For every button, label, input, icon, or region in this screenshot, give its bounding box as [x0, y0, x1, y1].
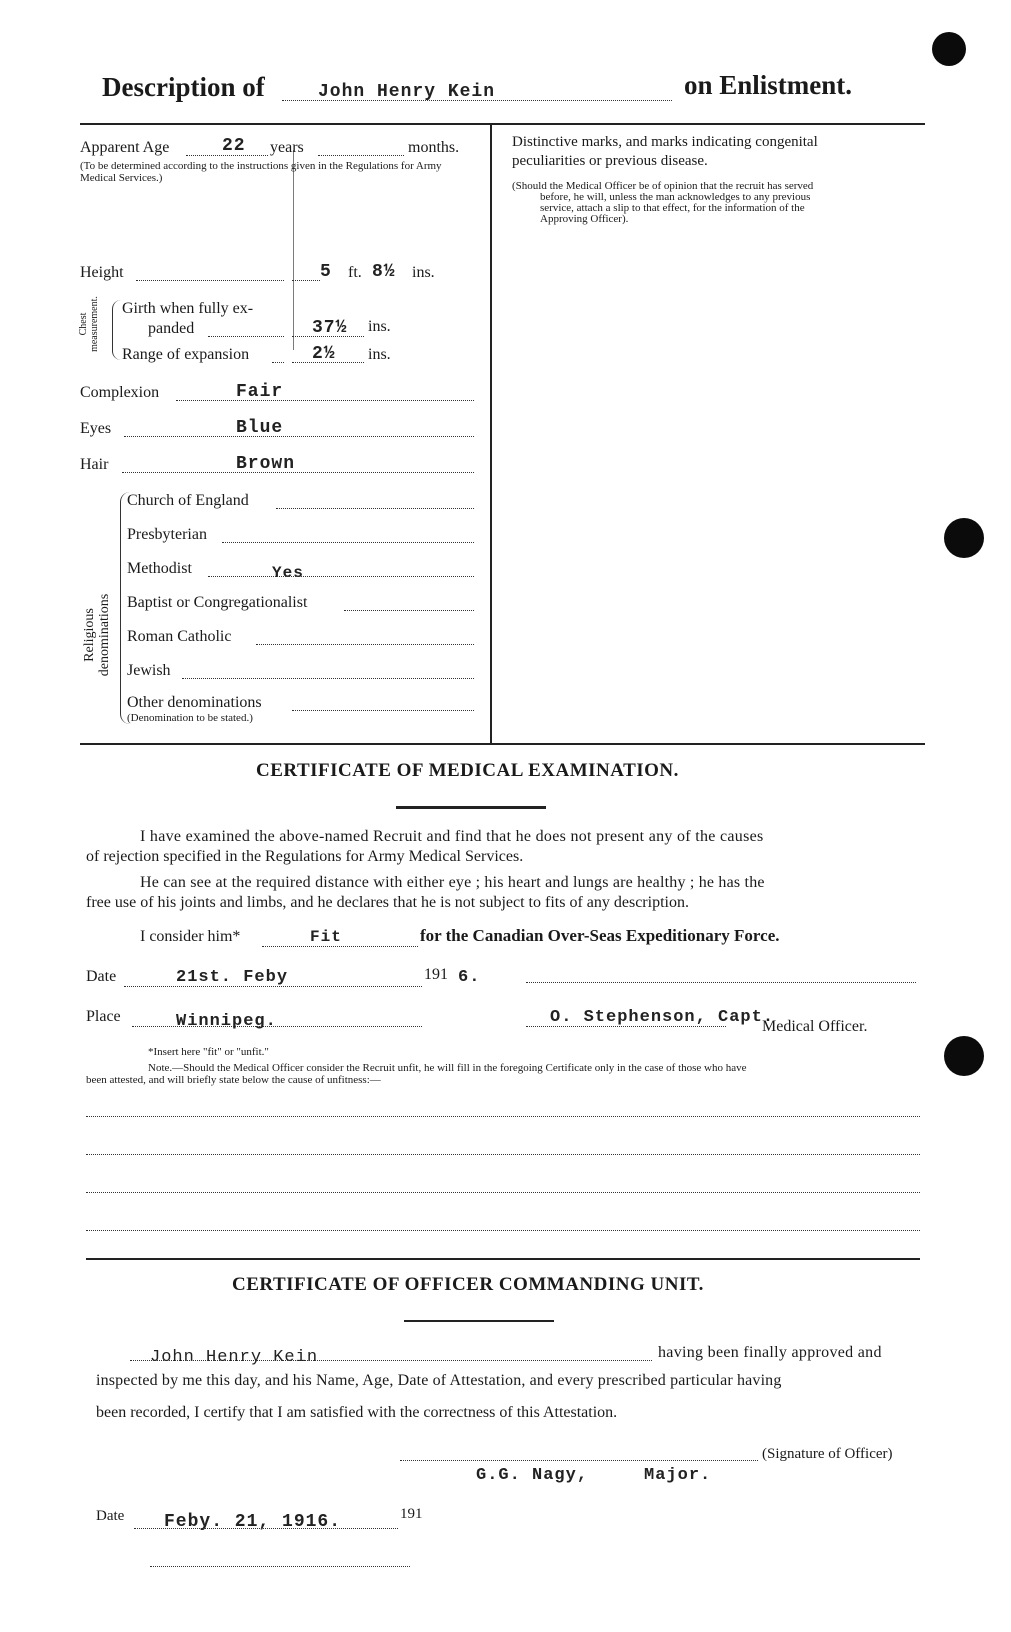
commanding-line3: been recorded, I certify that I am satisfied with the correctness of this Attestation.: [96, 1404, 618, 1421]
section-rule-1: [80, 743, 925, 745]
hair-label: Hair: [80, 456, 109, 473]
complexion-label: Complexion: [80, 384, 160, 401]
distinctive-heading-1: Distinctive marks, and marks indicating congenital: [512, 134, 818, 150]
complexion-dots: [176, 400, 474, 401]
girth-ins-label: ins.: [368, 318, 391, 335]
unfitness-line-3: [86, 1192, 920, 1193]
range-dots: [272, 362, 284, 363]
religious-denominations-label: Religious denominations: [82, 593, 112, 677]
church-of-england-dots: [276, 508, 474, 509]
commanding-date-value: Feby. 21, 1916.: [164, 1512, 342, 1532]
commanding-line2: inspected by me this day, and his Name, Age, Date of Attestation, and every prescribed particular having: [96, 1372, 782, 1389]
commanding-signature-value: G.G. Nagy, Major.: [476, 1466, 712, 1485]
chest-measurement-label: Chest measurement.: [78, 296, 100, 352]
height-ft-value: 5: [320, 262, 332, 282]
punch-hole-top: [932, 32, 966, 66]
apparent-age-label: Apparent Age: [80, 139, 170, 156]
column-divider: [490, 125, 492, 745]
commanding-title-rule: [404, 1320, 554, 1322]
medical-para1-line1: I have examined the above-named Recruit and find that he does not present any of the causes: [140, 828, 764, 845]
range-label: Range of expansion: [122, 346, 250, 363]
months-label: months.: [408, 139, 460, 156]
religion-baptist: Baptist or Congregationalist: [127, 594, 308, 611]
force-label: for the Canadian Over-Seas Expeditionary Force.: [420, 926, 780, 945]
consider-label: I consider him*: [140, 928, 241, 945]
medical-officer-dots: [526, 1026, 726, 1027]
range-value: 2½: [312, 344, 336, 364]
religion-church-of-england: Church of England: [127, 492, 249, 509]
place-label: Place: [86, 1008, 121, 1025]
unfitness-line-2: [86, 1154, 920, 1155]
signature-dots: [400, 1460, 758, 1461]
distinctive-heading-2: peculiarities or previous disease.: [512, 153, 708, 169]
medical-date-dots: [124, 986, 422, 987]
punch-hole-lower: [944, 1036, 984, 1076]
section-rule-2: [86, 1258, 920, 1260]
header-name: John Henry Kein: [318, 82, 496, 102]
roman-catholic-dots: [256, 644, 474, 645]
header-rule: [80, 123, 925, 125]
baptist-dots: [344, 610, 474, 611]
jewish-dots: [182, 678, 474, 679]
methodist-value: Yes: [272, 564, 304, 582]
consider-dots: [262, 946, 418, 947]
commanding-year-prefix: 191: [400, 1506, 423, 1522]
girth-label-1: Girth when fully ex-: [122, 300, 254, 317]
methodist-dots: [208, 576, 474, 577]
height-in-value: 8½: [372, 262, 396, 282]
signature-label: (Signature of Officer): [762, 1446, 893, 1462]
medical-title: CERTIFICATE OF MEDICAL EXAMINATION.: [256, 760, 679, 781]
commanding-name-dots: [130, 1360, 652, 1361]
header-name-dots: [282, 100, 672, 101]
other-dots: [292, 710, 474, 711]
medical-year-prefix: 191: [424, 966, 448, 983]
distinctive-note-4: Approving Officer).: [540, 213, 629, 225]
presbyterian-dots: [222, 542, 474, 543]
age-note: (To be determined according to the instructions given in the Regulations for Army Medical Services.): [80, 160, 442, 184]
range-value-dots: [292, 362, 364, 363]
religion-roman-catholic: Roman Catholic: [127, 628, 232, 645]
eyes-label: Eyes: [80, 420, 112, 437]
ins-label: ins.: [412, 264, 435, 281]
header-prefix: Description of: [102, 72, 265, 102]
header-suffix: on Enlistment.: [684, 70, 853, 100]
unfitness-line-4: [86, 1230, 920, 1231]
chest-brace: [112, 300, 121, 360]
medical-date-label: Date: [86, 968, 117, 985]
age-value: 22: [222, 136, 246, 156]
commanding-title: CERTIFICATE OF OFFICER COMMANDING UNIT.: [232, 1274, 704, 1295]
height-ft-dots: [292, 280, 320, 281]
unfitness-line-1: [86, 1116, 920, 1117]
girth-value: 37½: [312, 318, 348, 338]
religion-presbyterian: Presbyterian: [127, 526, 207, 543]
girth-dots: [208, 336, 284, 337]
complexion-value: Fair: [236, 382, 284, 402]
medical-officer-label: Medical Officer.: [762, 1018, 868, 1035]
hair-value: Brown: [236, 454, 296, 474]
commanding-date-dots: [134, 1528, 398, 1529]
religion-jewish: Jewish: [127, 662, 171, 679]
insert-note: *Insert here "fit" or "unfit.": [148, 1046, 269, 1058]
commanding-bottom-dots: [150, 1566, 410, 1567]
commanding-date-label: Date: [96, 1508, 125, 1524]
commanding-name-value: John Henry Kein: [150, 1348, 319, 1367]
hair-dots: [122, 472, 474, 473]
consider-value: Fit: [310, 928, 342, 946]
commanding-line1-rest: having been finally approved and: [658, 1344, 882, 1361]
distinctive-note-2: before, he will, unless the man acknowledges to any previous: [540, 191, 811, 203]
height-dots: [136, 280, 284, 281]
religion-other: Other denominations: [127, 694, 262, 711]
medical-officer-signature: O. Stephenson, Capt.: [550, 1008, 775, 1027]
medical-para2-line1: He can see at the required distance with either eye ; his heart and lungs are healthy ; he has the: [140, 874, 765, 891]
years-label: years: [270, 139, 304, 156]
medical-note-line1: Note.—Should the Medical Officer consider the Recruit unfit, he will fill in the foregoing Certificate only in the case of those who have: [148, 1062, 747, 1074]
medical-title-rule: [396, 806, 546, 809]
medical-year-value: 6.: [458, 968, 481, 987]
medical-para1-line2: of rejection specified in the Regulations for Army Medical Services.: [86, 848, 524, 865]
punch-hole-middle: [944, 518, 984, 558]
months-dots: [318, 155, 404, 156]
place-value: Winnipeg.: [176, 1012, 277, 1031]
age-dots: [186, 155, 268, 156]
religion-methodist: Methodist: [127, 560, 192, 577]
medical-date-value: 21st. Feby: [176, 968, 289, 987]
medical-note-line2: been attested, and will briefly state below the cause of unfitness:—: [86, 1074, 381, 1086]
religion-other-note: (Denomination to be stated.): [127, 712, 253, 724]
range-ins-label: ins.: [368, 346, 391, 363]
place-dots: [132, 1026, 422, 1027]
girth-label-2: panded: [148, 320, 195, 337]
distinctive-note-3: service, attach a slip to that effect, for the information of the: [540, 202, 805, 214]
height-label: Height: [80, 264, 124, 281]
medical-date-trailing-dots: [526, 982, 916, 983]
eyes-dots: [124, 436, 474, 437]
eyes-value: Blue: [236, 418, 284, 438]
ft-label: ft.: [348, 264, 362, 281]
medical-para2-line2: free use of his joints and limbs, and he declares that he is not subject to fits of any description.: [86, 894, 689, 911]
distinctive-note-1: (Should the Medical Officer be of opinion that the recruit has served: [512, 180, 814, 192]
